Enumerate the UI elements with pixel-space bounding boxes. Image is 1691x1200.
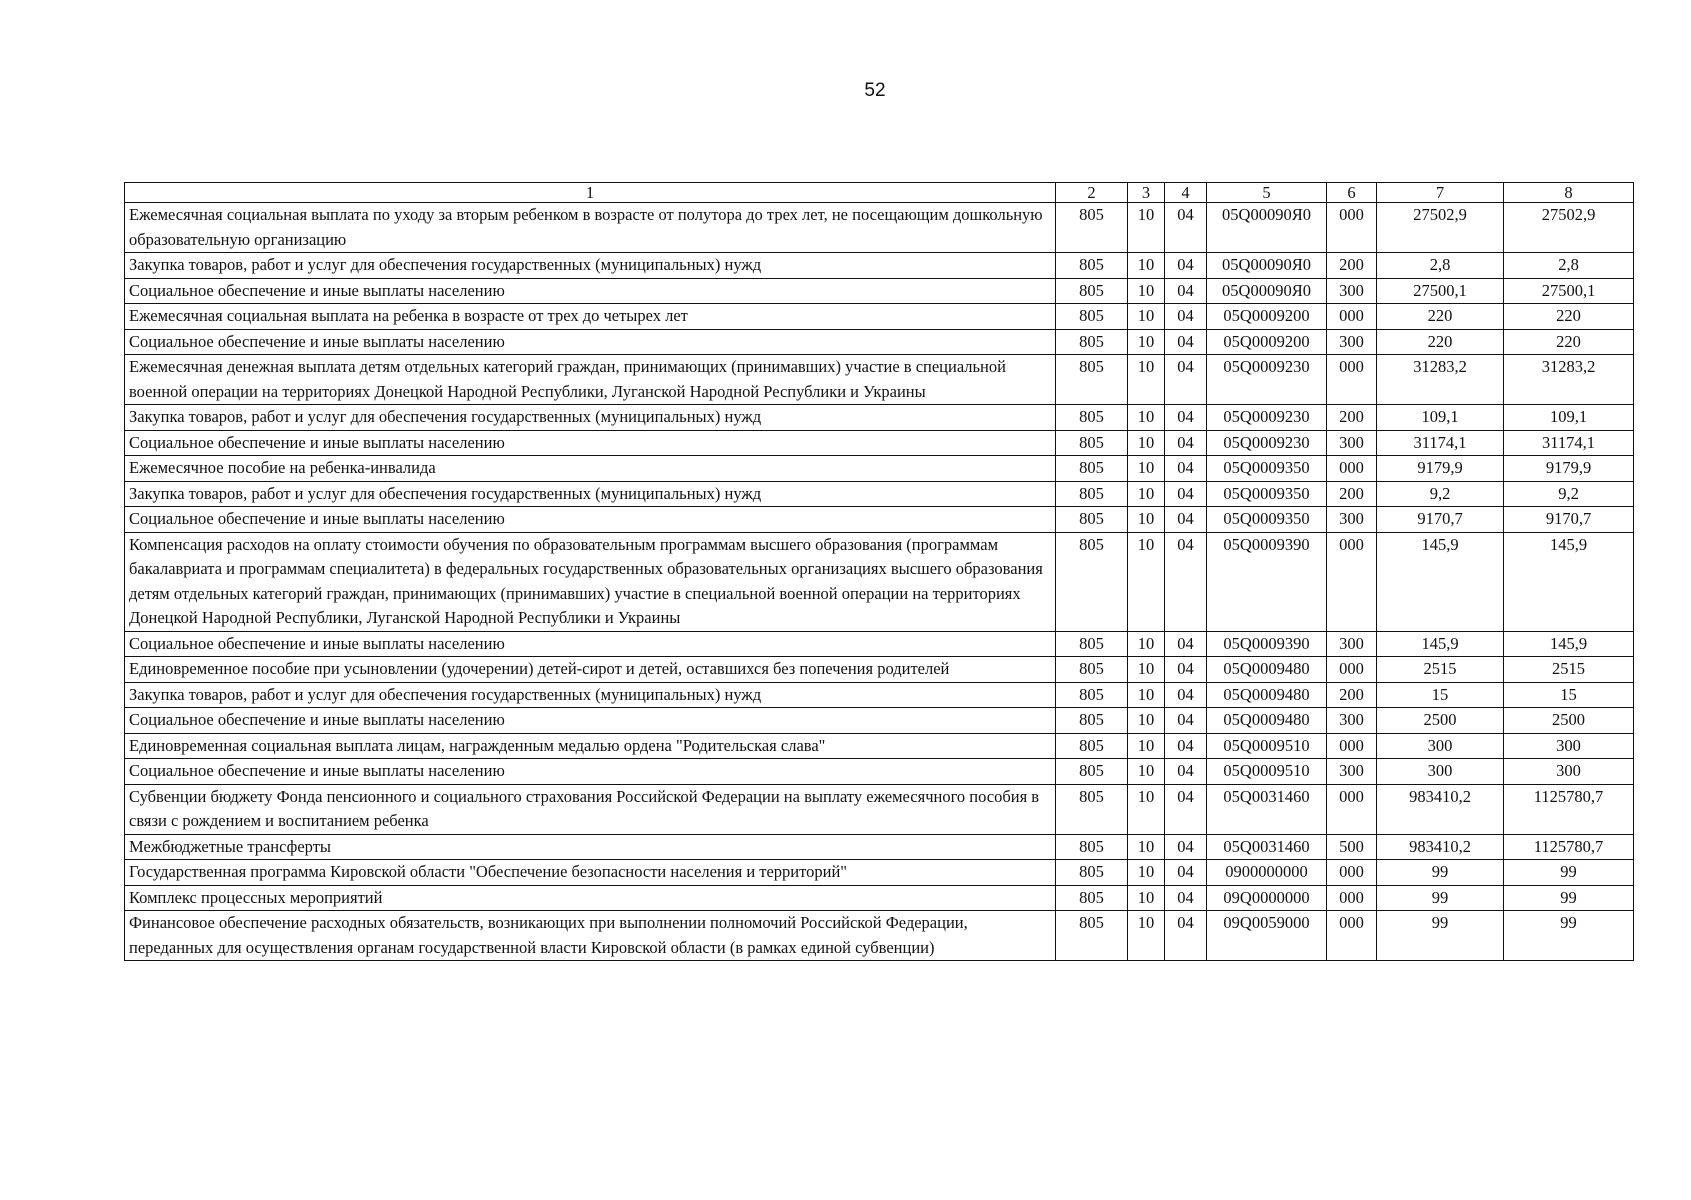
amount-cell: 15 — [1504, 682, 1634, 708]
expense-type-cell: 000 — [1327, 733, 1377, 759]
amount-cell: 9179,9 — [1377, 456, 1504, 482]
subsection-cell: 04 — [1165, 278, 1207, 304]
table-row — [125, 784, 1634, 834]
target-article-cell: 05Q00090Я0 — [1207, 203, 1327, 253]
amount-cell: 300 — [1377, 733, 1504, 759]
amount-cell: 9,2 — [1377, 481, 1504, 507]
amount-cell: 220 — [1504, 329, 1634, 355]
section-cell: 10 — [1128, 733, 1165, 759]
code-cell: 805 — [1056, 657, 1128, 683]
subsection-cell: 04 — [1165, 911, 1207, 961]
expense-type-cell: 200 — [1327, 253, 1377, 279]
table-row — [125, 355, 1634, 405]
code-cell: 805 — [1056, 682, 1128, 708]
target-article-cell: 05Q0009390 — [1207, 532, 1327, 631]
section-cell: 10 — [1128, 834, 1165, 860]
expense-type-cell: 300 — [1327, 278, 1377, 304]
column-header: 7 — [1377, 183, 1504, 203]
expense-type-cell: 300 — [1327, 759, 1377, 785]
expense-name-cell: Закупка товаров, работ и услуг для обеспечения государственных (муниципальных) нужд — [125, 682, 1056, 708]
table-row — [125, 834, 1634, 860]
code-cell: 805 — [1056, 329, 1128, 355]
table-row — [125, 657, 1634, 683]
subsection-cell: 04 — [1165, 860, 1207, 886]
target-article-cell: 05Q0009230 — [1207, 405, 1327, 431]
section-cell: 10 — [1128, 456, 1165, 482]
code-cell: 805 — [1056, 885, 1128, 911]
subsection-cell: 04 — [1165, 657, 1207, 683]
table-row — [125, 532, 1634, 631]
amount-cell: 145,9 — [1504, 631, 1634, 657]
amount-cell: 2500 — [1504, 708, 1634, 734]
expense-type-cell: 000 — [1327, 911, 1377, 961]
table-row — [125, 911, 1634, 961]
budget-table — [124, 182, 1634, 961]
section-cell: 10 — [1128, 329, 1165, 355]
target-article-cell: 05Q0009230 — [1207, 355, 1327, 405]
expense-name-cell: Государственная программа Кировской области "Обеспечение безопасности населения и территорий" — [125, 860, 1056, 886]
amount-cell: 220 — [1377, 329, 1504, 355]
amount-cell: 99 — [1504, 911, 1634, 961]
section-cell: 10 — [1128, 481, 1165, 507]
amount-cell: 99 — [1504, 860, 1634, 886]
expense-name-cell: Компенсация расходов на оплату стоимости обучения по образовательным программам высшего образования (программам бакалавриата и программам специалитета) в федеральных государственных образовательных организациях высшего образования детям отдельных категорий граждан, принимающих (принимавших) участие в специальной военной операции на территориях Донецкой Народной Республики, Луганской Народной Республики и Украины — [125, 532, 1056, 631]
section-cell: 10 — [1128, 682, 1165, 708]
expense-name-cell: Финансовое обеспечение расходных обязательств, возникающих при выполнении полномочий Российской Федерации, переданных для осуществления органам государственной власти Кировской области (в рамках единой субвенции) — [125, 911, 1056, 961]
subsection-cell: 04 — [1165, 304, 1207, 330]
amount-cell: 2,8 — [1377, 253, 1504, 279]
section-cell: 10 — [1128, 507, 1165, 533]
expense-name-cell: Ежемесячная социальная выплата по уходу за вторым ребенком в возрасте от полутора до трех лет, не посещающим дошкольную образовательную организацию — [125, 203, 1056, 253]
amount-cell: 2,8 — [1504, 253, 1634, 279]
code-cell: 805 — [1056, 532, 1128, 631]
expense-name-cell: Социальное обеспечение и иные выплаты населению — [125, 278, 1056, 304]
expense-name-cell: Социальное обеспечение и иные выплаты населению — [125, 329, 1056, 355]
expense-type-cell: 200 — [1327, 682, 1377, 708]
section-cell: 10 — [1128, 355, 1165, 405]
table-row — [125, 405, 1634, 431]
amount-cell: 300 — [1377, 759, 1504, 785]
code-cell: 805 — [1056, 405, 1128, 431]
target-article-cell: 05Q0009510 — [1207, 733, 1327, 759]
amount-cell: 2500 — [1377, 708, 1504, 734]
expense-type-cell: 300 — [1327, 631, 1377, 657]
table-row — [125, 329, 1634, 355]
subsection-cell: 04 — [1165, 456, 1207, 482]
table-row — [125, 759, 1634, 785]
section-cell: 10 — [1128, 278, 1165, 304]
column-header: 6 — [1327, 183, 1377, 203]
code-cell: 805 — [1056, 911, 1128, 961]
subsection-cell: 04 — [1165, 329, 1207, 355]
subsection-cell: 04 — [1165, 355, 1207, 405]
section-cell: 10 — [1128, 203, 1165, 253]
target-article-cell: 05Q00090Я0 — [1207, 278, 1327, 304]
column-header: 2 — [1056, 183, 1128, 203]
amount-cell: 99 — [1377, 911, 1504, 961]
target-article-cell: 05Q0009480 — [1207, 682, 1327, 708]
table-header-row — [125, 183, 1634, 203]
amount-cell: 9179,9 — [1504, 456, 1634, 482]
table-row — [125, 253, 1634, 279]
amount-cell: 300 — [1504, 733, 1634, 759]
target-article-cell: 0900000000 — [1207, 860, 1327, 886]
target-article-cell: 05Q0009350 — [1207, 481, 1327, 507]
column-header: 5 — [1207, 183, 1327, 203]
expense-type-cell: 000 — [1327, 456, 1377, 482]
target-article-cell: 05Q0009350 — [1207, 456, 1327, 482]
section-cell: 10 — [1128, 657, 1165, 683]
expense-type-cell: 200 — [1327, 405, 1377, 431]
target-article-cell: 05Q0009390 — [1207, 631, 1327, 657]
subsection-cell: 04 — [1165, 682, 1207, 708]
expense-name-cell: Закупка товаров, работ и услуг для обеспечения государственных (муниципальных) нужд — [125, 405, 1056, 431]
expense-type-cell: 000 — [1327, 355, 1377, 405]
expense-name-cell: Субвенции бюджету Фонда пенсионного и социального страхования Российской Федерации на выплату ежемесячного пособия в связи с рождением и воспитанием ребенка — [125, 784, 1056, 834]
table-row — [125, 885, 1634, 911]
subsection-cell: 04 — [1165, 507, 1207, 533]
code-cell: 805 — [1056, 860, 1128, 886]
target-article-cell: 09Q0000000 — [1207, 885, 1327, 911]
expense-name-cell: Ежемесячная денежная выплата детям отдельных категорий граждан, принимающих (принимавших) участие в специальной военной операции на территориях Донецкой Народной Республики, Луганской Народной Республики и Украины — [125, 355, 1056, 405]
amount-cell: 31174,1 — [1377, 430, 1504, 456]
section-cell: 10 — [1128, 405, 1165, 431]
expense-type-cell: 000 — [1327, 203, 1377, 253]
amount-cell: 31283,2 — [1377, 355, 1504, 405]
subsection-cell: 04 — [1165, 405, 1207, 431]
table-row — [125, 430, 1634, 456]
expense-type-cell: 300 — [1327, 507, 1377, 533]
amount-cell: 983410,2 — [1377, 784, 1504, 834]
table-row — [125, 278, 1634, 304]
expense-type-cell: 300 — [1327, 708, 1377, 734]
code-cell: 805 — [1056, 456, 1128, 482]
target-article-cell: 05Q0009200 — [1207, 329, 1327, 355]
table-row — [125, 481, 1634, 507]
table-row — [125, 507, 1634, 533]
code-cell: 805 — [1056, 507, 1128, 533]
amount-cell: 27500,1 — [1504, 278, 1634, 304]
section-cell: 10 — [1128, 860, 1165, 886]
amount-cell: 9170,7 — [1377, 507, 1504, 533]
amount-cell: 2515 — [1377, 657, 1504, 683]
code-cell: 805 — [1056, 278, 1128, 304]
subsection-cell: 04 — [1165, 885, 1207, 911]
amount-cell: 109,1 — [1504, 405, 1634, 431]
amount-cell: 99 — [1504, 885, 1634, 911]
code-cell: 805 — [1056, 253, 1128, 279]
amount-cell: 9,2 — [1504, 481, 1634, 507]
table-row — [125, 631, 1634, 657]
expense-name-cell: Межбюджетные трансферты — [125, 834, 1056, 860]
section-cell: 10 — [1128, 885, 1165, 911]
subsection-cell: 04 — [1165, 253, 1207, 279]
expense-type-cell: 300 — [1327, 329, 1377, 355]
expense-name-cell: Единовременное пособие при усыновлении (удочерении) детей-сирот и детей, оставшихся без попечения родителей — [125, 657, 1056, 683]
table-row — [125, 203, 1634, 253]
amount-cell: 145,9 — [1377, 631, 1504, 657]
code-cell: 805 — [1056, 631, 1128, 657]
section-cell: 10 — [1128, 911, 1165, 961]
amount-cell: 109,1 — [1377, 405, 1504, 431]
subsection-cell: 04 — [1165, 631, 1207, 657]
table-row — [125, 733, 1634, 759]
expense-type-cell: 000 — [1327, 532, 1377, 631]
amount-cell: 145,9 — [1504, 532, 1634, 631]
column-header: 8 — [1504, 183, 1634, 203]
subsection-cell: 04 — [1165, 430, 1207, 456]
code-cell: 805 — [1056, 355, 1128, 405]
subsection-cell: 04 — [1165, 733, 1207, 759]
column-header: 4 — [1165, 183, 1207, 203]
subsection-cell: 04 — [1165, 708, 1207, 734]
expense-type-cell: 000 — [1327, 885, 1377, 911]
code-cell: 805 — [1056, 203, 1128, 253]
amount-cell: 31283,2 — [1504, 355, 1634, 405]
subsection-cell: 04 — [1165, 784, 1207, 834]
section-cell: 10 — [1128, 759, 1165, 785]
code-cell: 805 — [1056, 834, 1128, 860]
amount-cell: 1125780,7 — [1504, 784, 1634, 834]
amount-cell: 27500,1 — [1377, 278, 1504, 304]
section-cell: 10 — [1128, 430, 1165, 456]
expense-name-cell: Комплекс процессных мероприятий — [125, 885, 1056, 911]
expense-name-cell: Единовременная социальная выплата лицам, награжденным медалью ордена "Родительская слава" — [125, 733, 1056, 759]
expense-type-cell: 000 — [1327, 304, 1377, 330]
subsection-cell: 04 — [1165, 834, 1207, 860]
expense-name-cell: Закупка товаров, работ и услуг для обеспечения государственных (муниципальных) нужд — [125, 481, 1056, 507]
amount-cell: 27502,9 — [1504, 203, 1634, 253]
section-cell: 10 — [1128, 784, 1165, 834]
page-number: 52 — [864, 80, 886, 101]
expense-type-cell: 200 — [1327, 481, 1377, 507]
amount-cell: 9170,7 — [1504, 507, 1634, 533]
table-row — [125, 456, 1634, 482]
section-cell: 10 — [1128, 532, 1165, 631]
section-cell: 10 — [1128, 304, 1165, 330]
amount-cell: 27502,9 — [1377, 203, 1504, 253]
target-article-cell: 05Q0009480 — [1207, 657, 1327, 683]
amount-cell: 983410,2 — [1377, 834, 1504, 860]
amount-cell: 99 — [1377, 860, 1504, 886]
subsection-cell: 04 — [1165, 481, 1207, 507]
amount-cell: 99 — [1377, 885, 1504, 911]
amount-cell: 300 — [1504, 759, 1634, 785]
amount-cell: 220 — [1377, 304, 1504, 330]
expense-name-cell: Закупка товаров, работ и услуг для обеспечения государственных (муниципальных) нужд — [125, 253, 1056, 279]
subsection-cell: 04 — [1165, 532, 1207, 631]
amount-cell: 145,9 — [1377, 532, 1504, 631]
code-cell: 805 — [1056, 733, 1128, 759]
expense-type-cell: 000 — [1327, 860, 1377, 886]
expense-type-cell: 500 — [1327, 834, 1377, 860]
column-header: 1 — [125, 183, 1056, 203]
target-article-cell: 05Q0009230 — [1207, 430, 1327, 456]
code-cell: 805 — [1056, 481, 1128, 507]
target-article-cell: 05Q0009510 — [1207, 759, 1327, 785]
subsection-cell: 04 — [1165, 759, 1207, 785]
table-row — [125, 304, 1634, 330]
code-cell: 805 — [1056, 430, 1128, 456]
amount-cell: 31174,1 — [1504, 430, 1634, 456]
amount-cell: 1125780,7 — [1504, 834, 1634, 860]
target-article-cell: 05Q0009350 — [1207, 507, 1327, 533]
target-article-cell: 05Q0031460 — [1207, 784, 1327, 834]
target-article-cell: 05Q0031460 — [1207, 834, 1327, 860]
amount-cell: 15 — [1377, 682, 1504, 708]
code-cell: 805 — [1056, 708, 1128, 734]
expense-name-cell: Ежемесячная социальная выплата на ребенка в возрасте от трех до четырех лет — [125, 304, 1056, 330]
expense-type-cell: 000 — [1327, 784, 1377, 834]
column-header: 3 — [1128, 183, 1165, 203]
table-row — [125, 860, 1634, 886]
section-cell: 10 — [1128, 631, 1165, 657]
expense-name-cell: Социальное обеспечение и иные выплаты населению — [125, 708, 1056, 734]
expense-name-cell: Социальное обеспечение и иные выплаты населению — [125, 507, 1056, 533]
section-cell: 10 — [1128, 708, 1165, 734]
code-cell: 805 — [1056, 304, 1128, 330]
table-row — [125, 682, 1634, 708]
expense-type-cell: 300 — [1327, 430, 1377, 456]
amount-cell: 220 — [1504, 304, 1634, 330]
target-article-cell: 05Q0009480 — [1207, 708, 1327, 734]
expense-name-cell: Социальное обеспечение и иные выплаты населению — [125, 759, 1056, 785]
subsection-cell: 04 — [1165, 203, 1207, 253]
section-cell: 10 — [1128, 253, 1165, 279]
expense-name-cell: Ежемесячное пособие на ребенка-инвалида — [125, 456, 1056, 482]
target-article-cell: 05Q00090Я0 — [1207, 253, 1327, 279]
amount-cell: 2515 — [1504, 657, 1634, 683]
table-row — [125, 708, 1634, 734]
expense-type-cell: 000 — [1327, 657, 1377, 683]
code-cell: 805 — [1056, 759, 1128, 785]
target-article-cell: 09Q0059000 — [1207, 911, 1327, 961]
target-article-cell: 05Q0009200 — [1207, 304, 1327, 330]
expense-name-cell: Социальное обеспечение и иные выплаты населению — [125, 430, 1056, 456]
expense-name-cell: Социальное обеспечение и иные выплаты населению — [125, 631, 1056, 657]
code-cell: 805 — [1056, 784, 1128, 834]
